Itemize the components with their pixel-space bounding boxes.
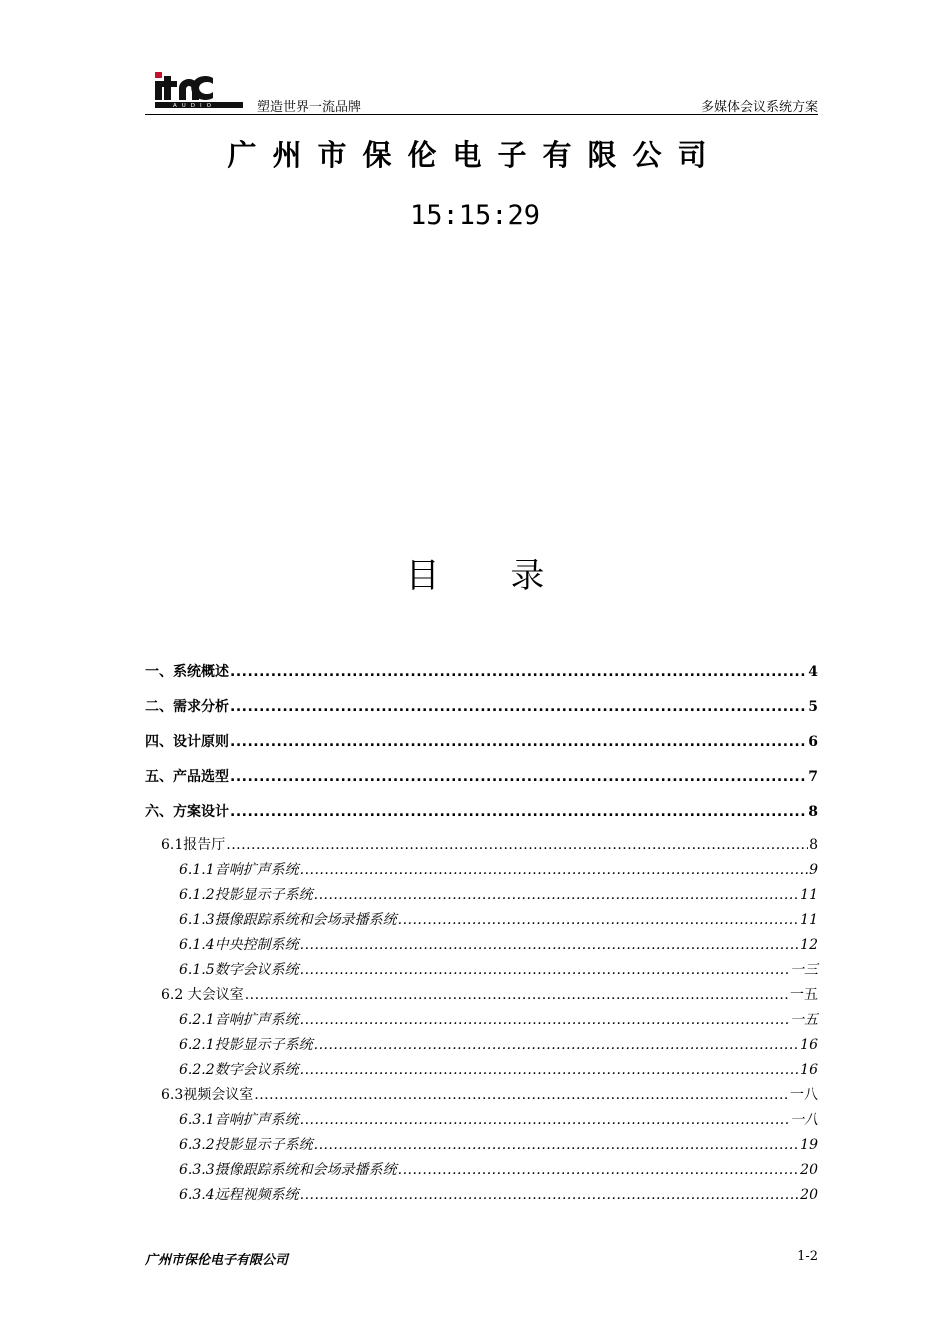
toc-entry-page: 16 (800, 1037, 818, 1053)
toc-entry[interactable] (145, 1110, 818, 1130)
toc-dot-leader (314, 1035, 800, 1055)
footer-page-number: 1-2 (797, 1249, 818, 1264)
toc-entry-page: 11 (800, 912, 818, 928)
toc-entry-label: 6.3视频会议室 (161, 1087, 254, 1103)
toc-heading-char-2: 录 (510, 556, 545, 596)
toc-entry-page: 8 (808, 804, 818, 820)
toc-dot-leader (226, 835, 808, 855)
toc-entry-label: 6.1.4中央控制系统 (179, 937, 299, 953)
company-title: 广州市保伦电子有限公司 (227, 138, 723, 172)
toc-entry[interactable] (145, 960, 818, 980)
toc-entry-page: 9 (809, 862, 818, 878)
toc-entry[interactable] (145, 1135, 818, 1155)
toc-dot-leader (230, 802, 807, 822)
toc-entry-label: 6.1.5数字会议系统 (179, 962, 299, 978)
svg-text:AUDIO: AUDIO (173, 103, 216, 110)
toc-entry[interactable] (145, 860, 818, 880)
toc-dot-leader (230, 697, 807, 717)
toc-dot-leader (314, 885, 800, 905)
toc-entry[interactable] (145, 662, 818, 682)
toc-dot-leader (398, 910, 800, 930)
toc-dot-leader (398, 1160, 800, 1180)
toc-dot-leader (254, 1085, 789, 1105)
toc-dot-leader (230, 662, 807, 682)
toc-entry-page: 一五 (790, 1012, 818, 1028)
toc-entry-page: 7 (808, 769, 818, 785)
toc-entry-page: 一八 (790, 1087, 818, 1103)
toc-entry[interactable] (145, 697, 818, 717)
toc-entry-label: 6.2.1投影显示子系统 (179, 1037, 313, 1053)
toc-dot-leader (300, 1185, 800, 1205)
toc-dot-leader (300, 960, 789, 980)
toc-entry-page: 20 (800, 1162, 818, 1178)
toc-entry-label: 二、需求分析 (145, 699, 229, 715)
toc-entry[interactable] (145, 885, 818, 905)
toc-entry-page: 6 (808, 734, 818, 750)
toc-entry[interactable] (145, 802, 818, 822)
footer-company: 广州市保伦电子有限公司 (145, 1253, 289, 1268)
toc-entry-label: 6.2 大会议室 (161, 987, 244, 1003)
toc-entry[interactable] (145, 1010, 818, 1030)
toc-dot-leader (300, 1110, 789, 1130)
toc-entry[interactable] (145, 985, 818, 1005)
toc-heading-char-1: 目 (405, 556, 440, 596)
toc-entry-page: 16 (800, 1062, 818, 1078)
toc-entry-page: 4 (808, 664, 818, 680)
toc-dot-leader (300, 1060, 800, 1080)
toc-entry-label: 6.1.1音响扩声系统 (179, 862, 299, 878)
toc-entry-page: 一八 (790, 1112, 818, 1128)
toc-entry-page: 12 (800, 937, 818, 953)
toc-entry-page: 一三 (790, 962, 818, 978)
toc-entry-label: 四、设计原则 (145, 734, 229, 750)
toc-dot-leader (230, 732, 807, 752)
toc-entry-label: 六、方案设计 (145, 804, 229, 820)
toc-entry-label: 6.2.1音响扩声系统 (179, 1012, 299, 1028)
toc-entry-label: 6.1报告厅 (161, 837, 226, 853)
toc-entry-page: 11 (800, 887, 818, 903)
toc-entry-label: 6.1.3摄像跟踪系统和会场录播系统 (179, 912, 397, 928)
toc-entry-label: 6.3.4远程视频系统 (179, 1187, 299, 1203)
toc-dot-leader (314, 1135, 800, 1155)
toc-entry[interactable] (145, 1185, 818, 1205)
toc-entry-page: 19 (800, 1137, 818, 1153)
toc-entry-label: 6.2.2数字会议系统 (179, 1062, 299, 1078)
header-document-name: 多媒体会议系统方案 (700, 100, 818, 115)
toc-entry-label: 五、产品选型 (145, 769, 229, 785)
toc-dot-leader (300, 860, 808, 880)
toc-entry-label: 6.1.2投影显示子系统 (179, 887, 313, 903)
toc-dot-leader (230, 767, 807, 787)
table-of-contents (145, 0, 818, 1203)
toc-entry[interactable] (145, 1060, 818, 1080)
toc-entry[interactable] (145, 1035, 818, 1055)
toc-entry[interactable] (145, 732, 818, 752)
toc-entry[interactable] (145, 935, 818, 955)
toc-entry-label: 一、系统概述 (145, 664, 229, 680)
toc-entry-label: 6.3.2投影显示子系统 (179, 1137, 313, 1153)
toc-entry[interactable] (145, 767, 818, 787)
toc-dot-leader (300, 1010, 789, 1030)
toc-dot-leader (300, 935, 800, 955)
toc-entry-label: 6.3.3摄像跟踪系统和会场录播系统 (179, 1162, 397, 1178)
toc-entry-page: 8 (809, 837, 818, 853)
toc-entry-page: 5 (808, 699, 818, 715)
toc-entry-page: 20 (800, 1187, 818, 1203)
header-slogan: 塑造世界一流品牌 (257, 100, 362, 115)
toc-entry[interactable] (145, 835, 818, 855)
toc-entry[interactable] (145, 1160, 818, 1180)
toc-entry[interactable] (145, 910, 818, 930)
toc-dot-leader (245, 985, 789, 1005)
toc-entry-label: 6.3.1音响扩声系统 (179, 1112, 299, 1128)
time-stamp: 15:15:29 (409, 200, 541, 231)
toc-entry[interactable] (145, 1085, 818, 1105)
toc-entry-page: 一五 (790, 987, 818, 1003)
